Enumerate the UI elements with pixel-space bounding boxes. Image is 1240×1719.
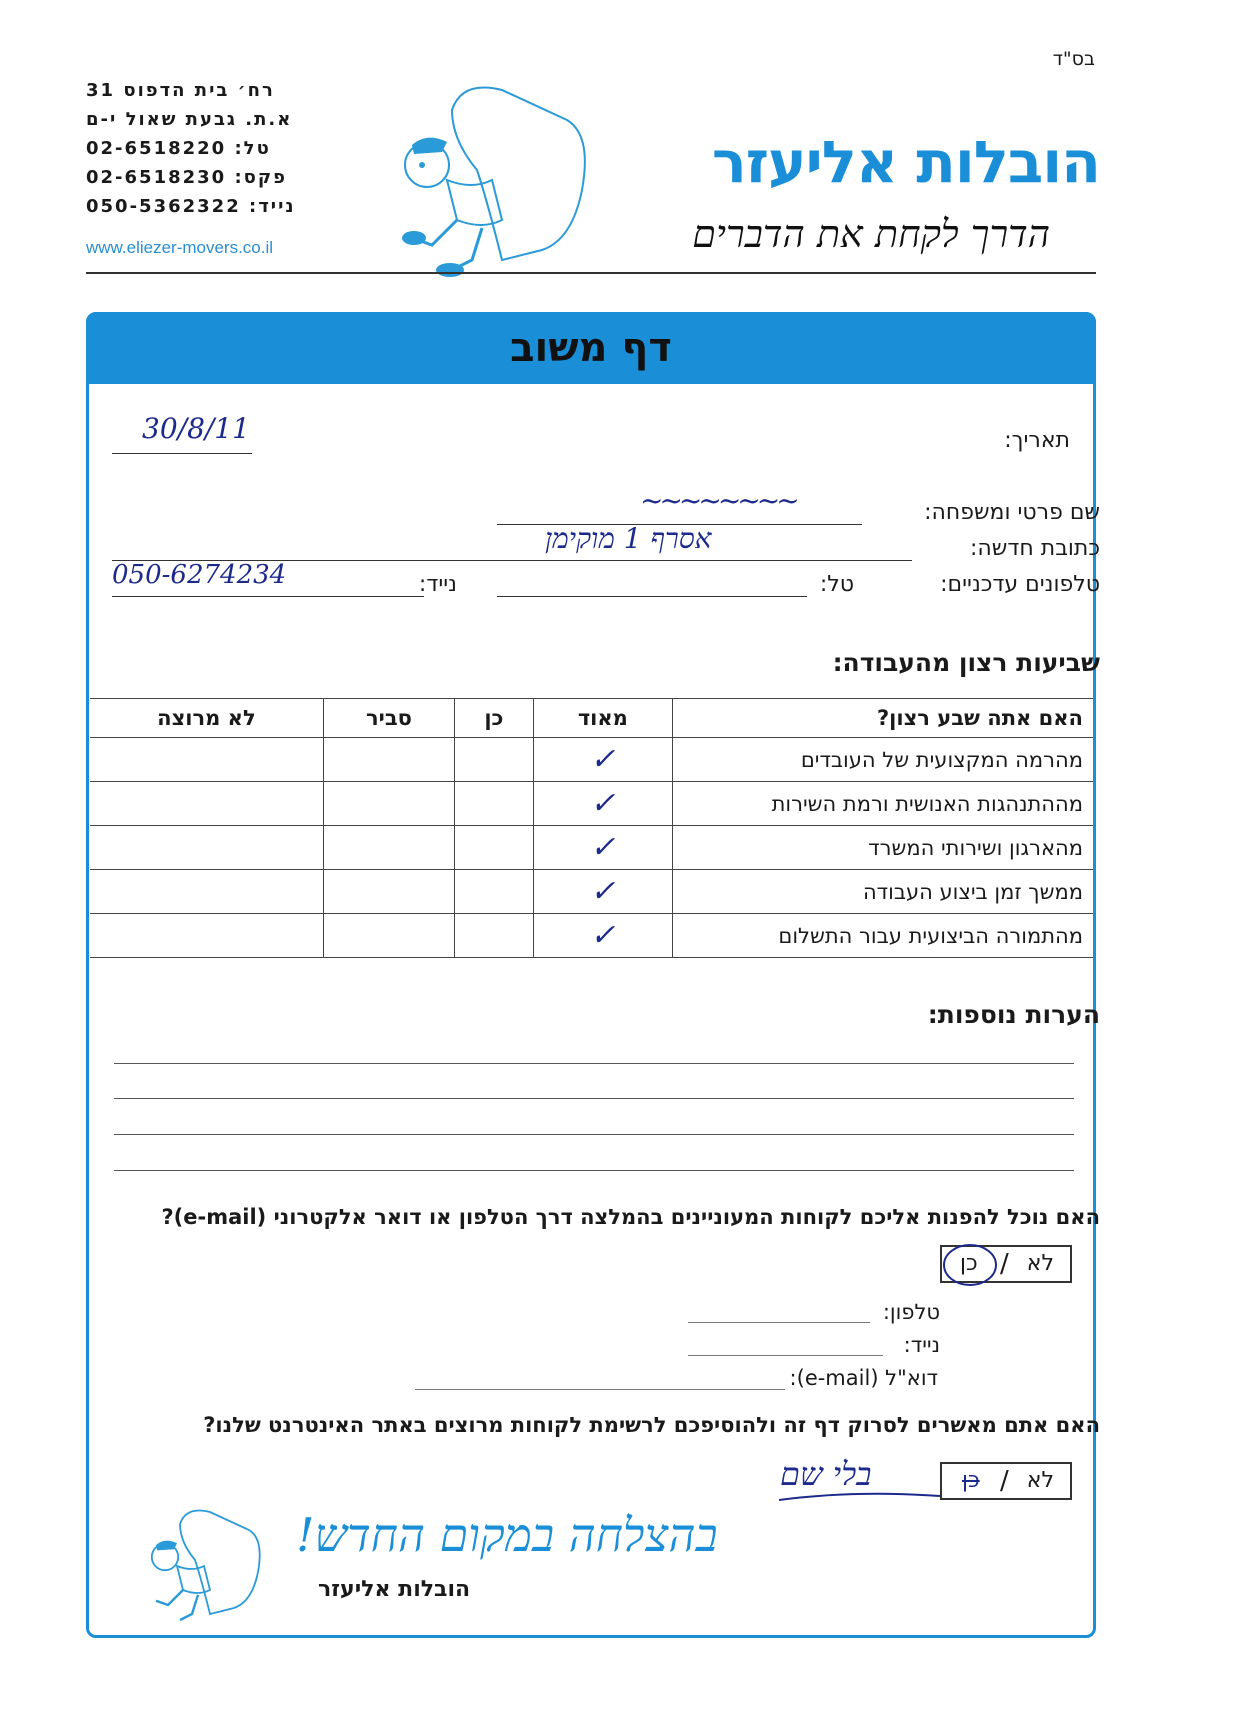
row-label: מהארגון ושירותי המשרד xyxy=(673,826,1094,870)
footer-brand: הובלות אליעזר xyxy=(318,1577,471,1602)
mover-mascot-icon xyxy=(392,80,612,280)
cell-yes[interactable] xyxy=(455,870,534,914)
referral-phone-label: טלפון: xyxy=(882,1300,940,1324)
cell-yes[interactable] xyxy=(455,914,534,958)
address-line-1: רח׳ בית הדפוס 31 xyxy=(86,80,275,101)
table-row xyxy=(90,870,1093,914)
table-row xyxy=(90,826,1093,870)
cell-not-satisfied[interactable] xyxy=(90,738,323,782)
referral-email-label: דוא"ל (e-mail): xyxy=(789,1366,938,1390)
row-label: ממשך זמן ביצוע העבודה xyxy=(673,870,1094,914)
website-link[interactable]: www.eliezer-movers.co.il xyxy=(86,238,274,257)
cell-yes[interactable] xyxy=(455,738,534,782)
form-title: דף משוב xyxy=(510,325,672,371)
cell-yes[interactable] xyxy=(455,782,534,826)
mover-mascot-small-icon xyxy=(140,1506,280,1626)
phones-label: טלפונים עדכניים: xyxy=(940,572,1100,597)
check-mark: ✓ xyxy=(590,874,616,909)
yes-circle-mark-icon xyxy=(940,1239,1004,1291)
cell-fair[interactable] xyxy=(323,738,454,782)
fax-label: פקס: xyxy=(234,167,288,188)
name-label: שם פרטי ומשפחה: xyxy=(924,500,1100,525)
contact-block xyxy=(86,76,316,221)
header-divider xyxy=(86,272,1096,274)
date-label: תאריך: xyxy=(1004,428,1070,453)
cell-yes[interactable] xyxy=(455,826,534,870)
cell-not-satisfied[interactable] xyxy=(90,914,323,958)
note-line-2[interactable] xyxy=(114,1098,1074,1099)
fax-line xyxy=(86,163,316,192)
brand-slogan: הדרך לקחת את הדברים xyxy=(692,212,1050,256)
referral-question: האם נוכל להפנות אליכם לקוחות המעוניינים בהמלצה דרך הטלפון או דואר אלקטרוני (e-mail)? xyxy=(161,1205,1100,1229)
col-header-fair: סביר xyxy=(323,699,454,738)
cell-fair[interactable] xyxy=(323,782,454,826)
check-mark: ✓ xyxy=(590,918,616,953)
check-mark: ✓ xyxy=(590,786,616,821)
mobile-line xyxy=(112,596,424,597)
phone-number: 02-6518220 xyxy=(86,138,227,159)
date-line xyxy=(112,453,252,454)
row-label: מההתנהגות האנושית ורמת השירות xyxy=(673,782,1094,826)
referral-no-option[interactable]: לא xyxy=(1026,1251,1054,1276)
publish-yes-no-box[interactable] xyxy=(940,1462,1072,1500)
row-label: מהתמורה הביצועית עבור התשלום xyxy=(673,914,1094,958)
referral-mobile-label: נייד: xyxy=(903,1333,940,1357)
table-row xyxy=(90,782,1093,826)
satisfaction-heading: שביעות רצון מהעבודה: xyxy=(832,648,1100,677)
good-luck-message: בהצלחה במקום החדש! xyxy=(296,1508,718,1562)
cell-not-satisfied[interactable] xyxy=(90,826,323,870)
fax-number: 02-6518230 xyxy=(86,167,227,188)
brand-name: הובלות אליעזר xyxy=(711,128,1100,196)
form-mobile-label: נייד: xyxy=(418,572,457,597)
address-line-2: א.ת. גבעת שאול י-ם xyxy=(86,109,293,130)
publish-question: האם אתם מאשרים לסרוק דף זה ולהוסיפכם לרשימת לקוחות מרוצים באתר האינטרנט שלנו? xyxy=(203,1413,1100,1437)
note-line-1[interactable] xyxy=(114,1063,1074,1064)
cell-fair[interactable] xyxy=(323,826,454,870)
publish-handwritten-note: בלי שם xyxy=(780,1455,872,1493)
cell-very[interactable] xyxy=(533,870,672,914)
address-value[interactable]: אסרף 1 מוקימן xyxy=(545,522,712,555)
slash-divider: / xyxy=(1000,1249,1009,1279)
cell-fair[interactable] xyxy=(323,870,454,914)
mobile-line xyxy=(86,192,316,221)
note-line-3[interactable] xyxy=(114,1134,1074,1135)
referral-email-line[interactable] xyxy=(415,1389,785,1390)
phone-line xyxy=(86,134,316,163)
phone-label: טל: xyxy=(234,138,271,159)
handwritten-underline-icon xyxy=(775,1488,945,1508)
table-row xyxy=(90,914,1093,958)
col-header-not-satisfied: לא מרוצה xyxy=(90,699,323,738)
referral-yes-option[interactable]: כן xyxy=(960,1251,978,1276)
table-header-row xyxy=(90,699,1093,738)
address-label: כתובת חדשה: xyxy=(969,536,1100,561)
referral-yes-no-box[interactable] xyxy=(940,1245,1072,1283)
table-row xyxy=(90,738,1093,782)
col-header-yes: כן xyxy=(455,699,534,738)
tel-line xyxy=(497,596,807,597)
cell-not-satisfied[interactable] xyxy=(90,782,323,826)
mobile-label: נייד: xyxy=(249,196,296,217)
notes-heading: הערות נוספות: xyxy=(927,1000,1100,1029)
mobile-value[interactable]: 050-6274234 xyxy=(112,560,287,590)
check-mark: ✓ xyxy=(590,830,616,865)
referral-phone-line[interactable] xyxy=(688,1322,870,1323)
cell-very[interactable] xyxy=(533,914,672,958)
col-header-very: מאוד xyxy=(533,699,672,738)
check-mark: ✓ xyxy=(590,742,616,777)
cell-very[interactable] xyxy=(533,738,672,782)
row-label: מהרמה המקצועית של העובדים xyxy=(673,738,1094,782)
name-value[interactable]: ~~~~~~~~ xyxy=(640,484,796,517)
referral-mobile-line[interactable] xyxy=(688,1355,883,1356)
date-value[interactable]: 30/8/11 xyxy=(142,412,250,445)
satisfaction-table xyxy=(90,698,1093,958)
col-header-question: האם אתה שבע רצון? xyxy=(673,699,1094,738)
cell-very[interactable] xyxy=(533,782,672,826)
tel-label: טל: xyxy=(819,572,854,597)
slash-divider: / xyxy=(1000,1466,1009,1496)
publish-yes-option[interactable]: כן xyxy=(962,1468,980,1493)
cell-not-satisfied[interactable] xyxy=(90,870,323,914)
cell-very[interactable] xyxy=(533,826,672,870)
cell-fair[interactable] xyxy=(323,914,454,958)
publish-no-option[interactable]: לא xyxy=(1026,1468,1054,1493)
bsd-mark: בס"ד xyxy=(1052,48,1095,70)
mobile-number: 050-5362322 xyxy=(86,196,241,217)
note-line-4[interactable] xyxy=(114,1170,1074,1171)
